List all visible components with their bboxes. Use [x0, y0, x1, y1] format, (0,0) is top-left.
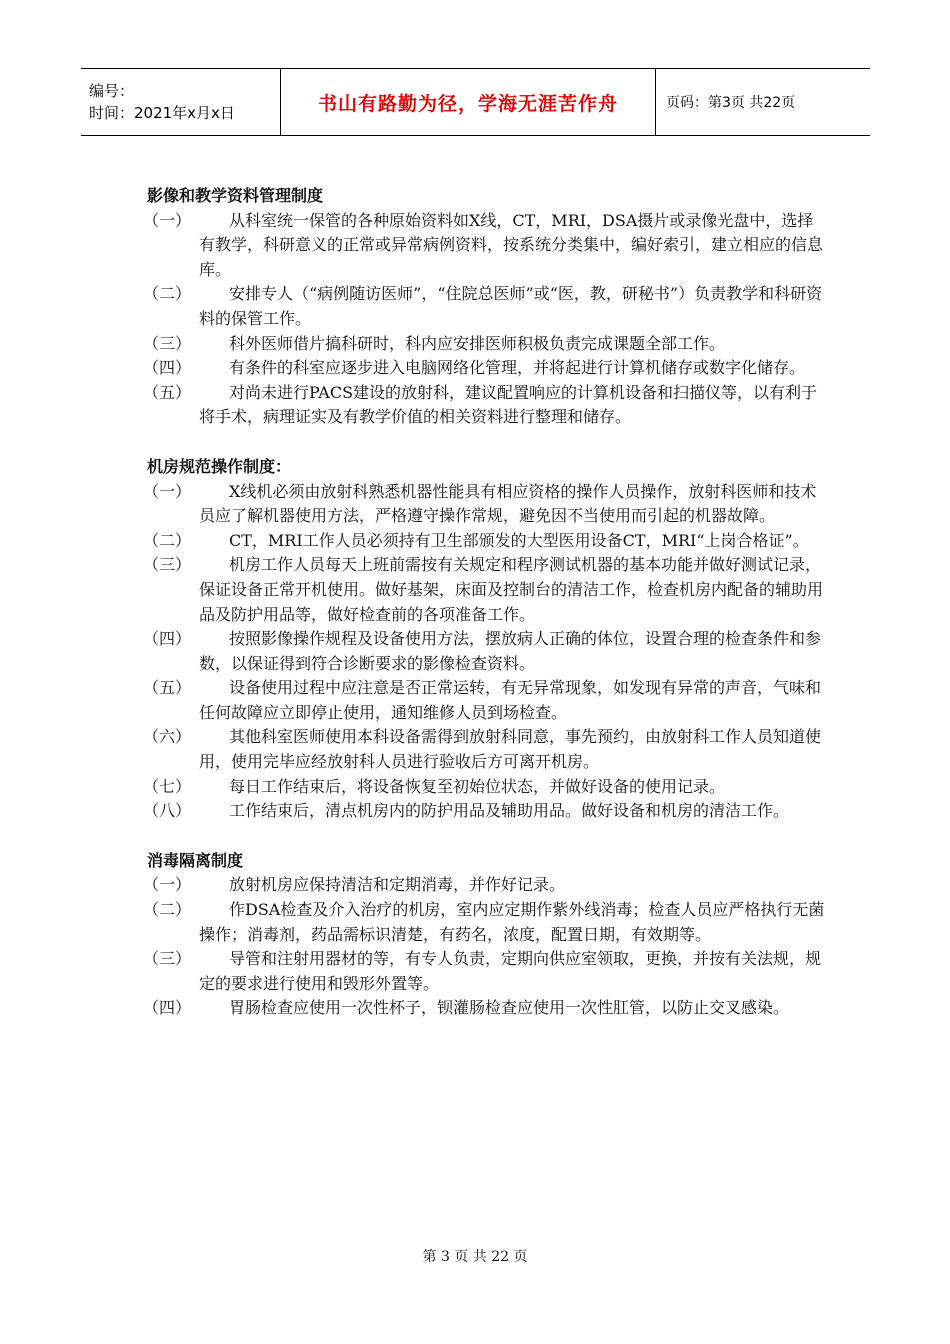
list-item [143, 676, 827, 725]
list-item [143, 996, 827, 1021]
item-number: （三） [143, 555, 192, 575]
section-title: 影像和教学资料管理制度 [147, 186, 324, 205]
section-title: 机房规范操作制度： [147, 456, 292, 476]
item-number: （七） [143, 776, 192, 796]
footer-page-number: 第 3 页 共 22 页 [422, 1249, 528, 1265]
header-motto-cell [281, 69, 656, 135]
item-number: （一） [143, 481, 192, 501]
item-number: （二） [143, 900, 192, 920]
list-item [143, 356, 827, 381]
page-header [81, 68, 870, 136]
list-item [143, 282, 827, 331]
page-footer [0, 1246, 950, 1266]
item-text [199, 282, 827, 331]
item-number: （五） [143, 678, 192, 698]
header-page-cell [656, 69, 870, 135]
item-text [199, 799, 827, 824]
item-text-body: 有条件的科室应逐步进入电脑网络化管理，并将起进行计算机储存或数字化储存。 [229, 358, 806, 378]
list-item [143, 553, 827, 627]
item-text [199, 676, 827, 725]
list-item [143, 480, 827, 529]
item-text [199, 480, 827, 529]
item-text-body: CT，MRI工作人员必须持有卫生部颁发的大型医用设备CT，MRI“上岗合格证”。 [229, 530, 809, 550]
item-text-body: 放射机房应保持清洁和定期消毒，并作好记录。 [229, 875, 566, 895]
item-text-body: 对尚未进行PACS建设的放射科，建议配置响应的计算机设备和扫描仪等，以有利于将手术，病理证实及有教学价值的相关资料进行整理和储存。 [199, 382, 818, 427]
item-number: （二） [143, 284, 192, 304]
document-body [143, 184, 827, 1046]
list-item [143, 898, 827, 947]
item-text-body: 导管和注射用器材的等，有专人负责，定期向供应室领取，更换，并按有关法规，规定的要求进行使用和毁形外置等。 [199, 949, 822, 993]
item-text [199, 381, 827, 430]
item-text [199, 529, 827, 554]
list-item [143, 799, 827, 824]
item-text-body: 安排专人（“病例随访医师”，“住院总医师”或“医，教，研秘书”）负责教学和科研资料的保管工作。 [199, 284, 823, 328]
item-number: （三） [143, 333, 192, 353]
item-text [199, 553, 827, 627]
item-text [199, 725, 827, 774]
list-item [143, 873, 827, 898]
item-text-body: 设备使用过程中应注意是否正常运转，有无异常现象，如发现有异常的声音，气味和任何故障应立即停止使用，通知维修人员到场检查。 [199, 678, 822, 722]
item-text [199, 209, 827, 283]
item-text [199, 627, 827, 676]
header-motto: 书山有路勤为径，学海无涯苦作舟 [317, 92, 618, 115]
item-text-body: 按照影像操作规程及设备使用方法，摆放病人正确的体位，设置合理的检查条件和参数，以保证得到符合诊断要求的影像检查资料。 [199, 629, 822, 673]
item-number: （二） [143, 530, 192, 550]
item-text-body: 作DSA检查及介入治疗的机房，室内应定期作紫外线消毒；检查人员应严格执行无菌操作；消毒剂，药品需标识清楚，有药名，浓度，配置日期，有效期等。 [199, 900, 825, 944]
item-text-body: 科外医师借片搞科研时，科内应安排医师积极负责完成课题全部工作。 [229, 333, 726, 353]
section-1 [143, 184, 827, 430]
item-number: （八） [143, 801, 192, 821]
list-item [143, 627, 827, 676]
item-text [199, 873, 827, 898]
item-text-body: 其他科室医师使用本科设备需得到放射科同意，事先预约，由放射科工作人员知道使用，使用完毕应经放射科人员进行验收后方可离开机房。 [199, 727, 822, 772]
item-number: （四） [143, 629, 192, 649]
item-text [199, 775, 827, 800]
section-3 [143, 849, 827, 1021]
list-item [143, 529, 827, 554]
item-number: （三） [143, 949, 192, 969]
list-item [143, 332, 827, 357]
item-number: （四） [143, 998, 192, 1018]
list-item [143, 775, 827, 800]
item-text [199, 947, 827, 996]
item-number: （一） [143, 875, 192, 895]
item-number: （一） [143, 210, 192, 230]
item-number: （六） [143, 727, 192, 747]
header-page-number: 页码：第3页 共22页 [666, 95, 796, 111]
list-item [143, 209, 827, 283]
item-text-body: 从科室统一保管的各种原始资料如X线，CT，MRI，DSA摄片或录像光盘中，选择有教学，科研意义的正常或异常病例资料，按系统分类集中，编好索引，建立相应的信息库。 [199, 210, 824, 279]
section-title: 消毒隔离制度 [147, 850, 244, 870]
document-date-label: 时间：2021年x月x日 [89, 104, 235, 122]
item-text [199, 898, 827, 947]
header-meta [81, 69, 281, 135]
item-number: （四） [143, 358, 192, 378]
item-text-body: 每日工作结束后，将设备恢复至初始位状态，并做好设备的使用记录。 [229, 776, 726, 796]
item-text-body: 机房工作人员每天上班前需按有关规定和程序测试机器的基本功能并做好测试记录，保证设备正常开机使用。做好基架，床面及控制台的清洁工作，检查机房内配备的辅助用品及防护用品等，做好检查前的各项准备工作。 [199, 555, 824, 624]
item-text [199, 332, 827, 357]
item-number: （五） [143, 382, 192, 402]
item-text [199, 356, 827, 381]
item-text-body: 胃肠检查应使用一次性杯子，钡灌肠检查应使用一次性肛管，以防止交叉感染。 [229, 998, 790, 1018]
item-text [199, 996, 827, 1021]
item-text-body: X线机必须由放射科熟悉机器性能具有相应资格的操作人员操作，放射科医师和技术员应了解机器使用方法，严格遵守操作常规，避免因不当使用而引起的机器故障。 [199, 481, 817, 526]
list-item [143, 381, 827, 430]
section-2 [143, 455, 827, 824]
list-item [143, 947, 827, 996]
item-text-body: 工作结束后，清点机房内的防护用品及辅助用品。做好设备和机房的清洁工作。 [229, 801, 790, 821]
list-item [143, 725, 827, 774]
document-number-label: 编号： [89, 82, 135, 100]
